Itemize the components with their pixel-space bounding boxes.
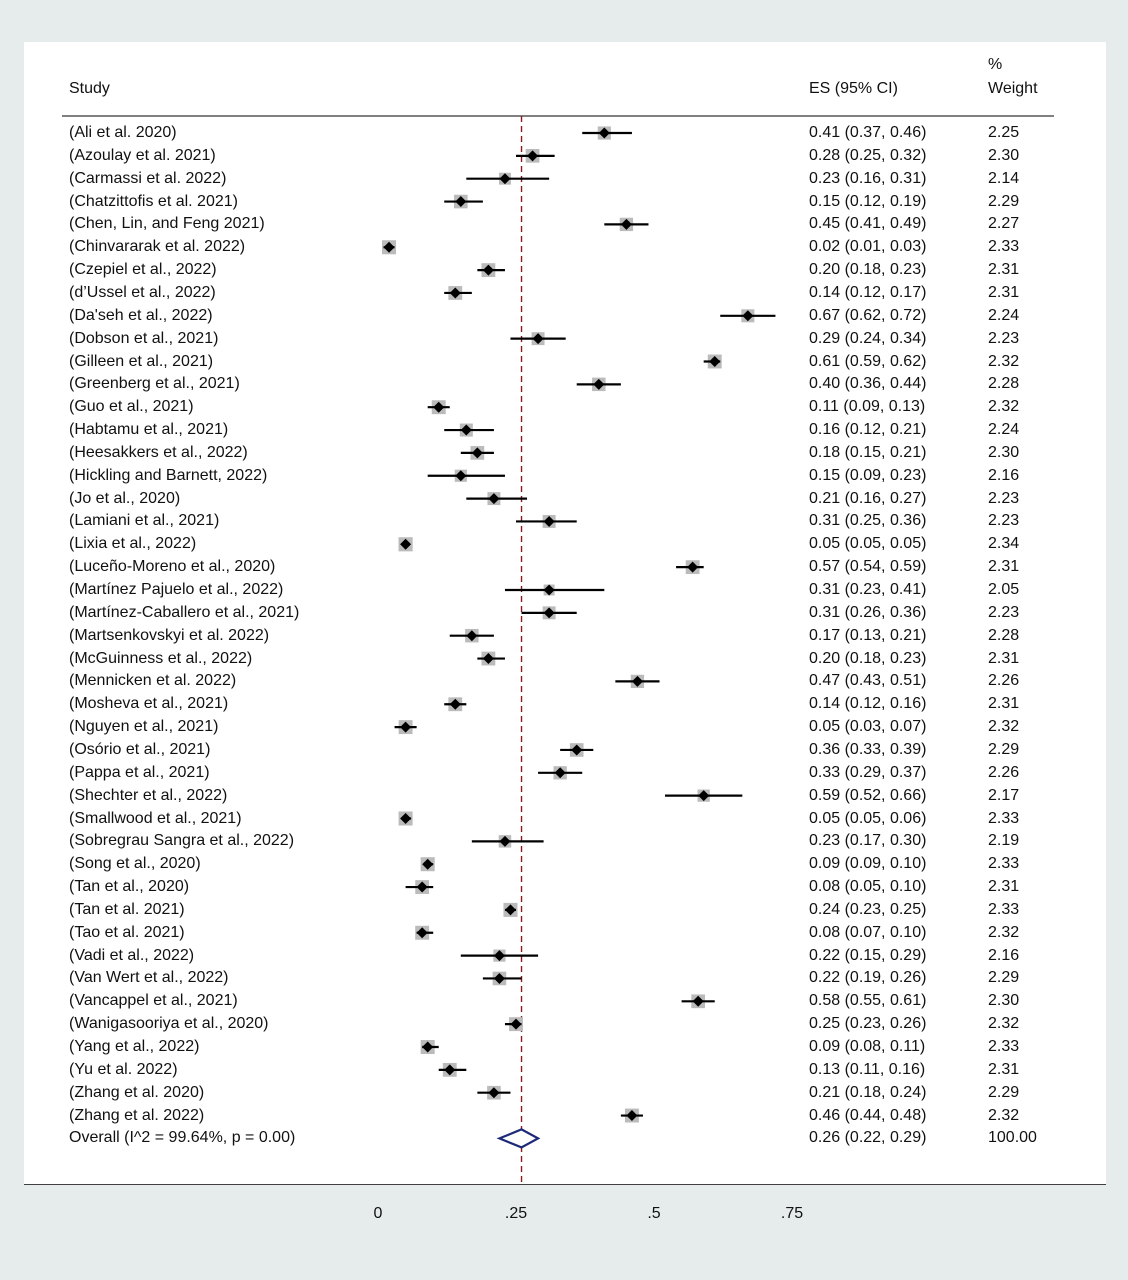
study-label: (Tao et al. 2021) (69, 923, 185, 941)
es-ci-value: 0.31 (0.23, 0.41) (809, 581, 927, 598)
weight-value: 2.26 (988, 672, 1020, 690)
study-label: (Jo et al., 2020) (69, 489, 181, 507)
weight-value: 2.16 (988, 946, 1020, 964)
study-label: (Heesakkers et al., 2022) (69, 443, 248, 461)
study-label: (Lixia et al., 2022) (69, 535, 197, 553)
header-weight-symbol: % (988, 56, 1003, 73)
study-label: (Smallwood et al., 2021) (69, 809, 242, 827)
forest-plot-panel (24, 42, 1106, 1185)
study-label: (Carmassi et al. 2022) (69, 169, 227, 187)
study-label: (Chinvararak et al. 2022) (69, 238, 246, 256)
study-label: (Vancappel et al., 2021) (69, 992, 238, 1010)
study-label: (McGuinness et al., 2022) (69, 649, 253, 667)
study-label: (Sobregrau Sangra et al., 2022) (69, 832, 295, 850)
weight-value: 2.26 (988, 763, 1020, 781)
es-ci-value: 0.31 (0.26, 0.36) (809, 603, 927, 621)
weight-value: 2.31 (988, 695, 1020, 713)
weight-value: 2.33 (988, 809, 1020, 827)
es-ci-value: 0.40 (0.36, 0.44) (809, 375, 927, 393)
x-tick-label: .5 (647, 1205, 661, 1222)
weight-value: 2.32 (988, 718, 1020, 736)
weight-value: 2.14 (988, 169, 1020, 187)
study-label: (Pappa et al., 2021) (69, 763, 210, 781)
weight-value: 2.34 (988, 535, 1020, 553)
study-label: (Luceño-Moreno et al., 2020) (69, 558, 276, 576)
es-ci-value: 0.21 (0.16, 0.27) (809, 489, 927, 507)
es-ci-value: 0.20 (0.18, 0.23) (809, 649, 927, 667)
weight-value: 2.28 (988, 626, 1020, 644)
weight-value: 2.24 (988, 306, 1020, 324)
study-label: (Zhang et al. 2020) (69, 1083, 205, 1101)
weight-value: 2.19 (988, 832, 1020, 850)
study-label: (Tan et al., 2020) (69, 878, 190, 896)
es-ci-value: 0.09 (0.08, 0.11) (809, 1038, 926, 1055)
study-label: (Nguyen et al., 2021) (69, 718, 219, 736)
study-label: (Habtamu et al., 2021) (69, 421, 229, 439)
weight-value: 2.32 (988, 1015, 1020, 1033)
weight-value: 2.24 (988, 421, 1020, 439)
study-label: (Gilleen et al., 2021) (69, 352, 214, 370)
x-tick-label: .25 (504, 1205, 528, 1222)
weight-value: 2.16 (988, 466, 1020, 484)
weight-value: 2.32 (988, 398, 1020, 416)
study-label: (Shechter et al., 2022) (69, 786, 228, 804)
es-ci-value: 0.47 (0.43, 0.51) (809, 672, 927, 690)
weight-value: 2.17 (988, 786, 1020, 804)
es-ci-value: 0.16 (0.12, 0.21) (809, 421, 927, 439)
es-ci-value: 0.09 (0.09, 0.10) (809, 855, 927, 873)
weight-value: 2.23 (988, 489, 1020, 507)
weight-value: 2.31 (988, 1060, 1020, 1078)
study-label: (Wanigasooriya et al., 2020) (69, 1015, 269, 1033)
study-label: (Chen, Lin, and Feng 2021) (69, 215, 265, 233)
weight-value: 2.29 (988, 740, 1020, 758)
study-label: (Mosheva et al., 2021) (69, 695, 229, 713)
study-label: (Yu et al. 2022) (69, 1060, 178, 1078)
es-ci-value: 0.57 (0.54, 0.59) (809, 558, 927, 576)
es-ci-value: 0.14 (0.12, 0.17) (809, 283, 927, 301)
study-label: (Ali et al. 2020) (69, 124, 177, 141)
weight-value: 2.27 (988, 215, 1020, 233)
weight-value: 2.32 (988, 923, 1020, 941)
es-ci-value: 0.21 (0.18, 0.24) (809, 1083, 927, 1101)
study-label: (Osório et al., 2021) (69, 740, 211, 758)
es-ci-value: 0.15 (0.09, 0.23) (809, 466, 927, 484)
study-label: (Chatzittofis et al. 2021) (69, 192, 238, 210)
header-es-ci: ES (95% CI) (809, 80, 898, 97)
es-ci-value: 0.05 (0.03, 0.07) (809, 718, 927, 736)
weight-value: 2.23 (988, 329, 1020, 347)
es-ci-value: 0.28 (0.25, 0.32) (809, 146, 927, 164)
study-label: (Czepiel et al., 2022) (69, 261, 217, 279)
x-tick-label: 0 (373, 1205, 383, 1222)
weight-value: 2.31 (988, 558, 1020, 576)
es-ci-value: 0.59 (0.52, 0.66) (809, 786, 927, 804)
es-ci-value: 0.15 (0.12, 0.19) (809, 192, 927, 210)
weight-value: 2.30 (988, 443, 1020, 461)
weight-value: 2.29 (988, 192, 1020, 210)
weight-value: 2.33 (988, 900, 1020, 918)
es-ci-value: 0.36 (0.33, 0.39) (809, 740, 927, 758)
study-label: (Mennicken et al. 2022) (69, 672, 237, 690)
es-ci-value: 0.67 (0.62, 0.72) (809, 306, 927, 324)
es-ci-value: 0.41 (0.37, 0.46) (809, 124, 927, 141)
study-label: (Lamiani et al., 2021) (69, 512, 220, 530)
weight-value: 2.31 (988, 878, 1020, 896)
overall-label: Overall (I^2 = 99.64%, p = 0.00) (69, 1129, 296, 1147)
study-label: (Tan et al. 2021) (69, 900, 185, 918)
weight-value: 2.23 (988, 512, 1020, 530)
es-ci-value: 0.08 (0.05, 0.10) (809, 878, 927, 896)
weight-value: 2.32 (988, 1106, 1020, 1124)
weight-value: 2.30 (988, 146, 1020, 164)
weight-value: 2.28 (988, 375, 1020, 393)
study-label: (Vadi et al., 2022) (69, 946, 195, 964)
study-label: (Dobson et al., 2021) (69, 329, 219, 347)
es-ci-value: 0.05 (0.05, 0.06) (809, 809, 927, 827)
es-ci-value: 0.13 (0.11, 0.16) (809, 1060, 926, 1078)
es-ci-value: 0.22 (0.19, 0.26) (809, 969, 927, 987)
es-ci-value: 0.24 (0.23, 0.25) (809, 900, 927, 918)
study-label: (Zhang et al. 2022) (69, 1106, 205, 1124)
es-ci-value: 0.29 (0.24, 0.34) (809, 329, 927, 347)
es-ci-value: 0.46 (0.44, 0.48) (809, 1106, 927, 1124)
study-label: (d’Ussel et al., 2022) (69, 283, 216, 301)
es-ci-value: 0.58 (0.55, 0.61) (809, 992, 927, 1010)
weight-value: 2.31 (988, 283, 1020, 301)
weight-value: 2.32 (988, 352, 1020, 370)
study-label: (Van Wert et al., 2022) (69, 969, 229, 987)
es-ci-value: 0.61 (0.59, 0.62) (809, 352, 927, 370)
weight-value: 2.33 (988, 1038, 1020, 1055)
weight-value: 2.31 (988, 261, 1020, 279)
weight-value: 2.33 (988, 238, 1020, 256)
es-ci-value: 0.18 (0.15, 0.21) (809, 443, 927, 461)
study-label: (Yang et al., 2022) (69, 1038, 200, 1055)
forest-plot (24, 42, 1106, 1185)
study-label: (Greenberg et al., 2021) (69, 375, 240, 393)
study-label: (Da'seh et al., 2022) (69, 306, 213, 324)
weight-value: 2.23 (988, 603, 1020, 621)
study-label: (Martínez Pajuelo et al., 2022) (69, 581, 284, 598)
overall-weight: 100.00 (988, 1129, 1037, 1147)
es-ci-value: 0.22 (0.15, 0.29) (809, 946, 927, 964)
overall-es-ci: 0.26 (0.22, 0.29) (809, 1129, 927, 1147)
es-ci-value: 0.08 (0.07, 0.10) (809, 923, 927, 941)
x-tick-label: .75 (780, 1205, 804, 1222)
weight-value: 2.25 (988, 124, 1020, 141)
es-ci-value: 0.25 (0.23, 0.26) (809, 1015, 927, 1033)
weight-value: 2.29 (988, 1083, 1020, 1101)
weight-value: 2.31 (988, 649, 1020, 667)
es-ci-value: 0.02 (0.01, 0.03) (809, 238, 927, 256)
weight-value: 2.29 (988, 969, 1020, 987)
study-label: (Azoulay et al. 2021) (69, 146, 216, 164)
header-weight: Weight (988, 80, 1038, 97)
es-ci-value: 0.11 (0.09, 0.13) (809, 398, 926, 416)
study-label: (Martsenkovskyi et al. 2022) (69, 626, 270, 644)
es-ci-value: 0.33 (0.29, 0.37) (809, 763, 927, 781)
overall-diamond (499, 1129, 538, 1147)
header-study: Study (69, 80, 110, 97)
es-ci-value: 0.23 (0.16, 0.31) (809, 169, 927, 187)
es-ci-value: 0.20 (0.18, 0.23) (809, 261, 927, 279)
study-label: (Guo et al., 2021) (69, 398, 194, 416)
study-label: (Hickling and Barnett, 2022) (69, 466, 268, 484)
es-ci-value: 0.45 (0.41, 0.49) (809, 215, 927, 233)
es-ci-value: 0.05 (0.05, 0.05) (809, 535, 927, 553)
es-ci-value: 0.17 (0.13, 0.21) (809, 626, 927, 644)
weight-value: 2.30 (988, 992, 1020, 1010)
study-label: (Martínez-Caballero et al., 2021) (69, 603, 300, 621)
es-ci-value: 0.14 (0.12, 0.16) (809, 695, 927, 713)
weight-value: 2.33 (988, 855, 1020, 873)
weight-value: 2.05 (988, 581, 1020, 598)
es-ci-value: 0.31 (0.25, 0.36) (809, 512, 927, 530)
es-ci-value: 0.23 (0.17, 0.30) (809, 832, 927, 850)
study-label: (Song et al., 2020) (69, 855, 201, 873)
